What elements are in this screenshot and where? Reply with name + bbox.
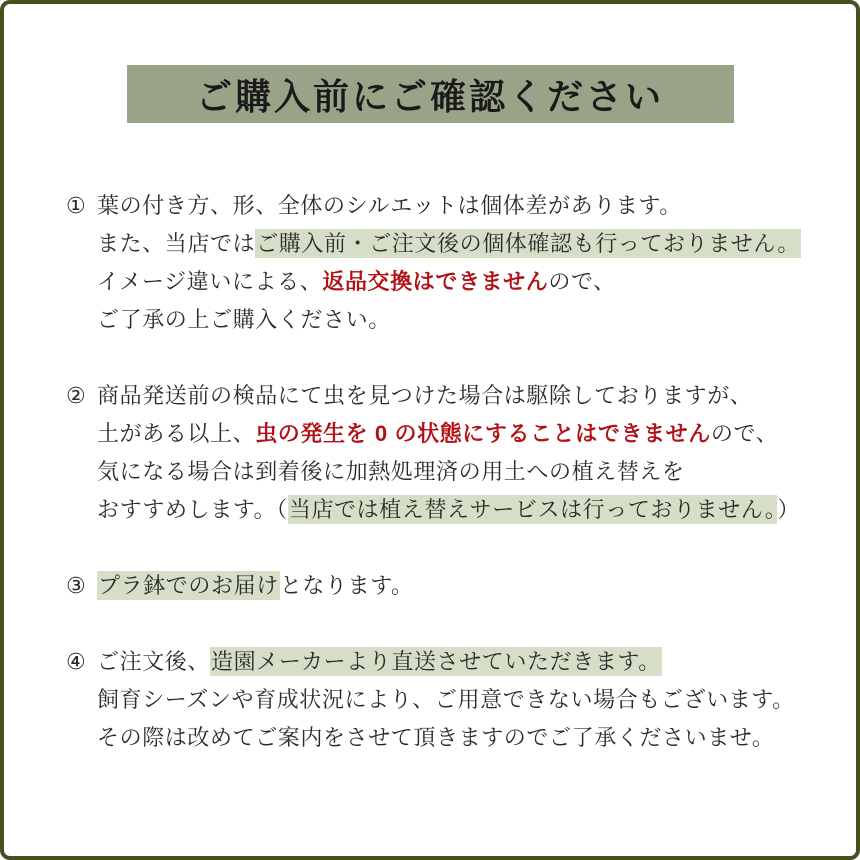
- notice-line: [97, 301, 812, 339]
- notice-text: イメージ違いによる、: [97, 269, 323, 294]
- notice-text: ）: [777, 497, 801, 522]
- notice-list: [4, 187, 856, 757]
- notice-item-1: [66, 187, 812, 339]
- notice-line: [97, 225, 812, 263]
- notice-line: [97, 719, 812, 757]
- notice-text: 気になる場合は到着後に加熱処理済の用土への植え替えを: [97, 459, 685, 484]
- notice-text: また、当店では: [97, 231, 256, 256]
- notice-text: ので、: [710, 421, 779, 446]
- notice-body-2: [97, 377, 812, 529]
- notice-marker-1: ①: [66, 193, 87, 218]
- notice-body-1: [97, 187, 812, 339]
- page-title-banner: [127, 65, 734, 123]
- notice-text-warning: 虫の発生を 0 の状態にすることはできません: [255, 421, 711, 446]
- notice-marker-2: ②: [66, 383, 87, 408]
- notice-line: [97, 681, 812, 719]
- notice-text: ので、: [548, 269, 616, 294]
- notice-text-highlighted: プラ鉢でのお届け: [98, 573, 279, 598]
- notice-marker-3: ③: [66, 573, 87, 598]
- notice-body-4: [97, 643, 812, 757]
- notice-text-highlighted: ご購入前・ご注文後の個体確認も行っておりません。: [256, 231, 800, 256]
- notice-line: [97, 263, 812, 301]
- notice-item-4: [66, 643, 812, 757]
- notice-line: [97, 491, 812, 529]
- notice-text-warning: 返品交換はできません: [322, 269, 549, 294]
- notice-text: 葉の付き方、形、全体のシルエットは個体差があります。: [97, 193, 682, 218]
- notice-text-highlighted: 造園メーカーより直送させていただきます。: [211, 649, 661, 674]
- notice-text: 飼育シーズンや育成状況により、ご用意できない場合もございます。: [97, 687, 795, 712]
- notice-line: [97, 187, 812, 225]
- notice-line: [97, 643, 812, 681]
- notice-text: となります。: [279, 573, 414, 598]
- notice-body-3: [97, 567, 812, 605]
- notice-line: [97, 453, 812, 491]
- notice-marker-4: ④: [66, 649, 87, 674]
- notice-text: その際は改めてご案内をさせて頂きますのでご了承くださいませ。: [97, 725, 775, 750]
- page-title: ご購入前にご確認ください: [195, 75, 664, 117]
- notice-text: ご了承の上ご購入ください。: [97, 307, 391, 332]
- notice-line: [97, 415, 812, 453]
- notice-item-3: [66, 567, 812, 605]
- notice-text: 土がある以上、: [97, 421, 256, 446]
- notice-item-2: [66, 377, 812, 529]
- notice-line: [97, 377, 812, 415]
- notice-text: ご注文後、: [97, 649, 211, 674]
- notice-text-highlighted: 当店では植え替えサービスは行っておりません。: [288, 497, 777, 522]
- notice-line: [97, 567, 812, 605]
- notice-text: 商品発送前の検品にて虫を見つけた場合は駆除しておりますが、: [97, 383, 753, 408]
- notice-text: おすすめします。（: [97, 497, 288, 522]
